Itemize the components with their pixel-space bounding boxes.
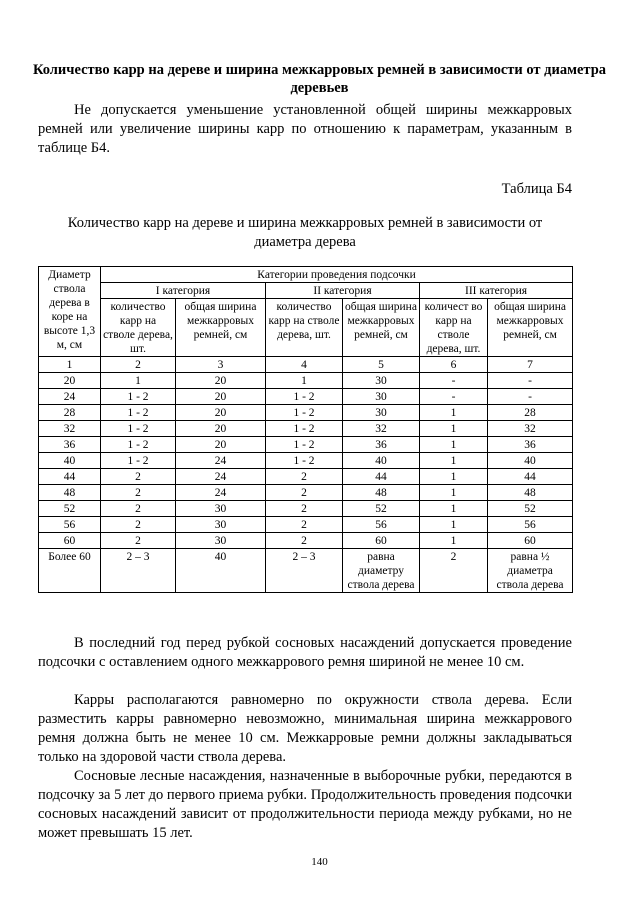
table-cell: 44 [39, 469, 101, 485]
table-cell: - [420, 389, 488, 405]
table-cell: 52 [343, 501, 420, 517]
table-cell: 1 - 2 [266, 405, 343, 421]
column-number: 7 [488, 357, 573, 373]
table-row [39, 533, 573, 549]
table-row [39, 485, 573, 501]
cat1-width-header: общая ширина межкарровых ремней, см [176, 299, 266, 357]
table-cell: 48 [488, 485, 573, 501]
table-cell: 2 [266, 485, 343, 501]
table-cell: 20 [176, 405, 266, 421]
table-cell: 40 [343, 453, 420, 469]
table-cell: 1 [420, 421, 488, 437]
table-cell: Более 60 [39, 549, 101, 593]
table-cell: 1 - 2 [266, 421, 343, 437]
categories-header: Категории проведения подсочки [101, 267, 573, 283]
table-row [39, 501, 573, 517]
table-cell: 48 [343, 485, 420, 501]
table-cell: 20 [176, 437, 266, 453]
table-cell: 1 [420, 501, 488, 517]
table-row [39, 517, 573, 533]
table-cell: 52 [488, 501, 573, 517]
table-cell: 1 [420, 405, 488, 421]
header-row-2 [39, 283, 573, 299]
table-cell: 2 – 3 [101, 549, 176, 593]
table-cell: 1 - 2 [101, 421, 176, 437]
column-number: 4 [266, 357, 343, 373]
column-number: 2 [101, 357, 176, 373]
column-number-row [39, 357, 573, 373]
table-cell: - [488, 373, 573, 389]
table-row [39, 469, 573, 485]
table-cell: 2 [101, 485, 176, 501]
table-cell: 2 [266, 517, 343, 533]
table-cell: 52 [39, 501, 101, 517]
table-cell: 1 - 2 [266, 389, 343, 405]
table-cell: 2 – 3 [266, 549, 343, 593]
table-row [39, 389, 573, 405]
table-cell: 30 [343, 389, 420, 405]
table-cell: 24 [176, 469, 266, 485]
table-cell: 24 [176, 453, 266, 469]
category-1-header: I категория [101, 283, 266, 299]
table-cell: 1 - 2 [101, 437, 176, 453]
paragraph-last-year: В последний год перед рубкой сосновых насаждений допускается проведение подсочки с оставлением одного межкаррового ремня шириной не менее 10 см. [38, 635, 572, 670]
table-cell: 48 [39, 485, 101, 501]
cat2-count-header: количество карр на стволе дерева, шт. [266, 299, 343, 357]
table-row [39, 549, 573, 593]
table-cell: 32 [39, 421, 101, 437]
table-row [39, 373, 573, 389]
table-cell: 36 [488, 437, 573, 453]
table-cell: 1 [420, 485, 488, 501]
table-cell: - [488, 389, 573, 405]
column-number: 6 [420, 357, 488, 373]
table-cell: 1 - 2 [266, 437, 343, 453]
intro-paragraph: Не допускается уменьшение установленной общей ширины межкарровых ремней или увеличение ширины карр по отношению к параметрам, указанным в таблице Б4. [38, 102, 572, 156]
table-cell: 28 [488, 405, 573, 421]
table-cell: 32 [343, 421, 420, 437]
table-cell: 30 [176, 517, 266, 533]
table-cell: 1 [420, 469, 488, 485]
table-cell: 44 [343, 469, 420, 485]
table-cell: 40 [488, 453, 573, 469]
category-3-header: III категория [420, 283, 573, 299]
table-cell: 56 [39, 517, 101, 533]
table-cell: 30 [176, 533, 266, 549]
table-cell: 1 [420, 517, 488, 533]
table-cell: 40 [39, 453, 101, 469]
table-cell: 1 [266, 373, 343, 389]
header-row-1 [39, 267, 573, 283]
table-cell: 20 [39, 373, 101, 389]
cat3-count-header: количест во карр на стволе дерева, шт. [420, 299, 488, 357]
table-row [39, 453, 573, 469]
table-cell: 32 [488, 421, 573, 437]
table-cell: равна ½ диаметра ствола дерева [488, 549, 573, 593]
table-cell: 20 [176, 421, 266, 437]
table-cell: 1 [101, 373, 176, 389]
column-number: 3 [176, 357, 266, 373]
table-cell: 56 [343, 517, 420, 533]
cat3-width-header: общая ширина межкарровых ремней, см [488, 299, 573, 357]
table-cell: 60 [488, 533, 573, 549]
column-number: 5 [343, 357, 420, 373]
header-row-3 [39, 299, 573, 357]
table-cell: 2 [101, 469, 176, 485]
table-cell: 2 [101, 517, 176, 533]
table-cell: 20 [176, 389, 266, 405]
page-number: 140 [311, 856, 328, 868]
table-cell: 28 [39, 405, 101, 421]
table-cell: 56 [488, 517, 573, 533]
table-cell: 2 [101, 533, 176, 549]
table-cell: 1 [420, 453, 488, 469]
table-cell: 20 [176, 373, 266, 389]
table-cell: - [420, 373, 488, 389]
table-cell: 60 [39, 533, 101, 549]
table-cell: 2 [420, 549, 488, 593]
table-label: Таблица Б4 [501, 181, 572, 197]
paragraph-selective-felling: Сосновые лесные насаждения, назначенные в выборочные рубки, передаются в подсочку за 5 лет до первого приема рубки. Продолжительность проведения подсочки сосновых насаждений зависит от продолжительности периода между рубками, но не может превышать 15 лет. [38, 768, 572, 841]
table-b4 [38, 266, 573, 593]
table-cell: 40 [176, 549, 266, 593]
table-cell: 1 [420, 437, 488, 453]
table-cell: 1 - 2 [101, 453, 176, 469]
table-cell: 1 - 2 [101, 389, 176, 405]
table-cell: 2 [266, 533, 343, 549]
cat1-count-header: количество карр на стволе дерева, шт. [101, 299, 176, 357]
table-cell: 2 [266, 501, 343, 517]
table-cell: 44 [488, 469, 573, 485]
cat2-width-header: общая ширина межкарровых ремней, см [343, 299, 420, 357]
table-cell: 2 [266, 469, 343, 485]
column-number: 1 [39, 357, 101, 373]
table-caption: Количество карр на дереве и ширина межкарровых ремней в зависимости от диаметра дерева [67, 215, 543, 250]
table-cell: 24 [39, 389, 101, 405]
paragraph-placement: Карры располагаются равномерно по окружности ствола дерева. Если разместить карры равномерно невозможно, минимальная ширина межкаррового ремня должна быть не менее 10 см. Межкарровые ремни должны закладываться только на здоровой части ствола дерева. [38, 692, 572, 765]
table-cell: 1 - 2 [266, 453, 343, 469]
section-heading: Количество карр на дереве и ширина межкарровых ремней в зависимости от диаметра деревьев [32, 62, 607, 96]
table-cell: 1 [420, 533, 488, 549]
table-cell: 36 [39, 437, 101, 453]
table-cell: 60 [343, 533, 420, 549]
table-row [39, 437, 573, 453]
table-cell: 30 [343, 405, 420, 421]
table-cell: 2 [101, 501, 176, 517]
diameter-header: Диаметр ствола дерева в коре на высоте 1,3 м, см [39, 267, 101, 357]
table-cell: равна диаметру ствола дерева [343, 549, 420, 593]
table-cell: 30 [176, 501, 266, 517]
table-row [39, 421, 573, 437]
table-cell: 1 - 2 [101, 405, 176, 421]
table-row [39, 405, 573, 421]
category-2-header: II категория [266, 283, 420, 299]
table-cell: 36 [343, 437, 420, 453]
table-cell: 30 [343, 373, 420, 389]
table-cell: 24 [176, 485, 266, 501]
